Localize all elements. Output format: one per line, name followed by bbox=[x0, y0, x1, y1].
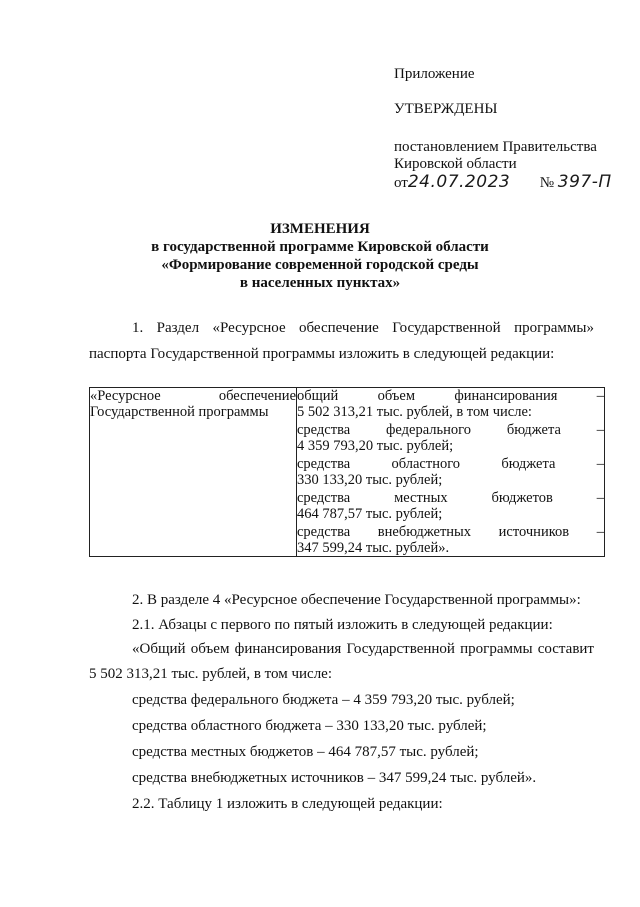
title-line-2: в государственной программе Кировской области bbox=[151, 239, 489, 255]
approved-label: УТВЕРЖДЕНЫ bbox=[394, 101, 498, 117]
left-cell-word-1: «Ресурсное bbox=[90, 388, 161, 404]
row-extrabudget-amount: 347 599,24 тыс. рублей». bbox=[297, 540, 450, 556]
regional-budget-line: средства областного бюджета – 330 133,20 тыс. рублей; bbox=[132, 718, 487, 734]
row-federal-label: средства федерального бюджета – bbox=[297, 422, 604, 438]
federal-budget-line: средства федерального бюджета – 4 359 793,20 тыс. рублей; bbox=[132, 692, 515, 708]
row-total-label: общий объем финансирования – bbox=[297, 388, 604, 404]
left-cell-word-2: обеспечение bbox=[218, 388, 296, 404]
local-budget-line: средства местных бюджетов – 464 787,57 тыс. рублей; bbox=[132, 744, 479, 760]
title-line-1: ИЗМЕНЕНИЯ bbox=[270, 221, 370, 237]
decree-date-line bbox=[394, 172, 612, 192]
item1-line-2: паспорта Государственной программы изложить в следующей редакции: bbox=[89, 346, 555, 362]
row-local-amount: 464 787,57 тыс. рублей; bbox=[297, 506, 443, 522]
date-prefix: от bbox=[394, 175, 408, 191]
resource-table bbox=[89, 387, 605, 557]
row-total-amount: 5 502 313,21 тыс. рублей, в том числе: bbox=[297, 404, 532, 420]
row-federal-amount: 4 359 793,20 тыс. рублей; bbox=[297, 438, 454, 454]
left-cell-line-2: Государственной программы bbox=[90, 404, 269, 420]
row-extrabudget-label: средства внебюджетных источников – bbox=[297, 524, 604, 540]
number-prefix: № bbox=[539, 175, 555, 191]
extrabudget-line: средства внебюджетных источников – 347 599,24 тыс. рублей». bbox=[132, 770, 537, 786]
item2-1-paragraph: 2.1. Абзацы с первого по пятый изложить в следующей редакции: bbox=[132, 617, 553, 633]
table-right-cell bbox=[297, 388, 605, 557]
total-paragraph-line-2: 5 502 313,21 тыс. рублей, в том числе: bbox=[89, 666, 333, 682]
table-left-cell bbox=[90, 388, 297, 557]
row-regional-label: средства областного бюджета – bbox=[297, 456, 604, 472]
item2-2-paragraph: 2.2. Таблицу 1 изложить в следующей редакции: bbox=[132, 796, 443, 812]
decree-line-1: постановлением Правительства bbox=[394, 139, 597, 155]
title-line-4: в населенных пунктах» bbox=[239, 275, 401, 291]
row-local-label: средства местных бюджетов – bbox=[297, 490, 604, 506]
handwritten-date: 24.07.2023 bbox=[407, 172, 511, 192]
title-line-3: «Формирование современной городской среды bbox=[161, 257, 479, 273]
row-regional-amount: 330 133,20 тыс. рублей; bbox=[297, 472, 443, 488]
item2-paragraph: 2. В разделе 4 «Ресурсное обеспечение Государственной программы»: bbox=[132, 592, 581, 608]
decree-line-2: Кировской области bbox=[394, 156, 517, 172]
total-paragraph-line-1: «Общий объем финансирования Государственной программы составит bbox=[132, 641, 594, 657]
handwritten-number: 397-П bbox=[557, 172, 612, 192]
item1-line-1: 1. Раздел «Ресурсное обеспечение Государственной программы» bbox=[132, 320, 594, 336]
table-row bbox=[90, 388, 605, 557]
appendix-label: Приложение bbox=[394, 66, 475, 82]
